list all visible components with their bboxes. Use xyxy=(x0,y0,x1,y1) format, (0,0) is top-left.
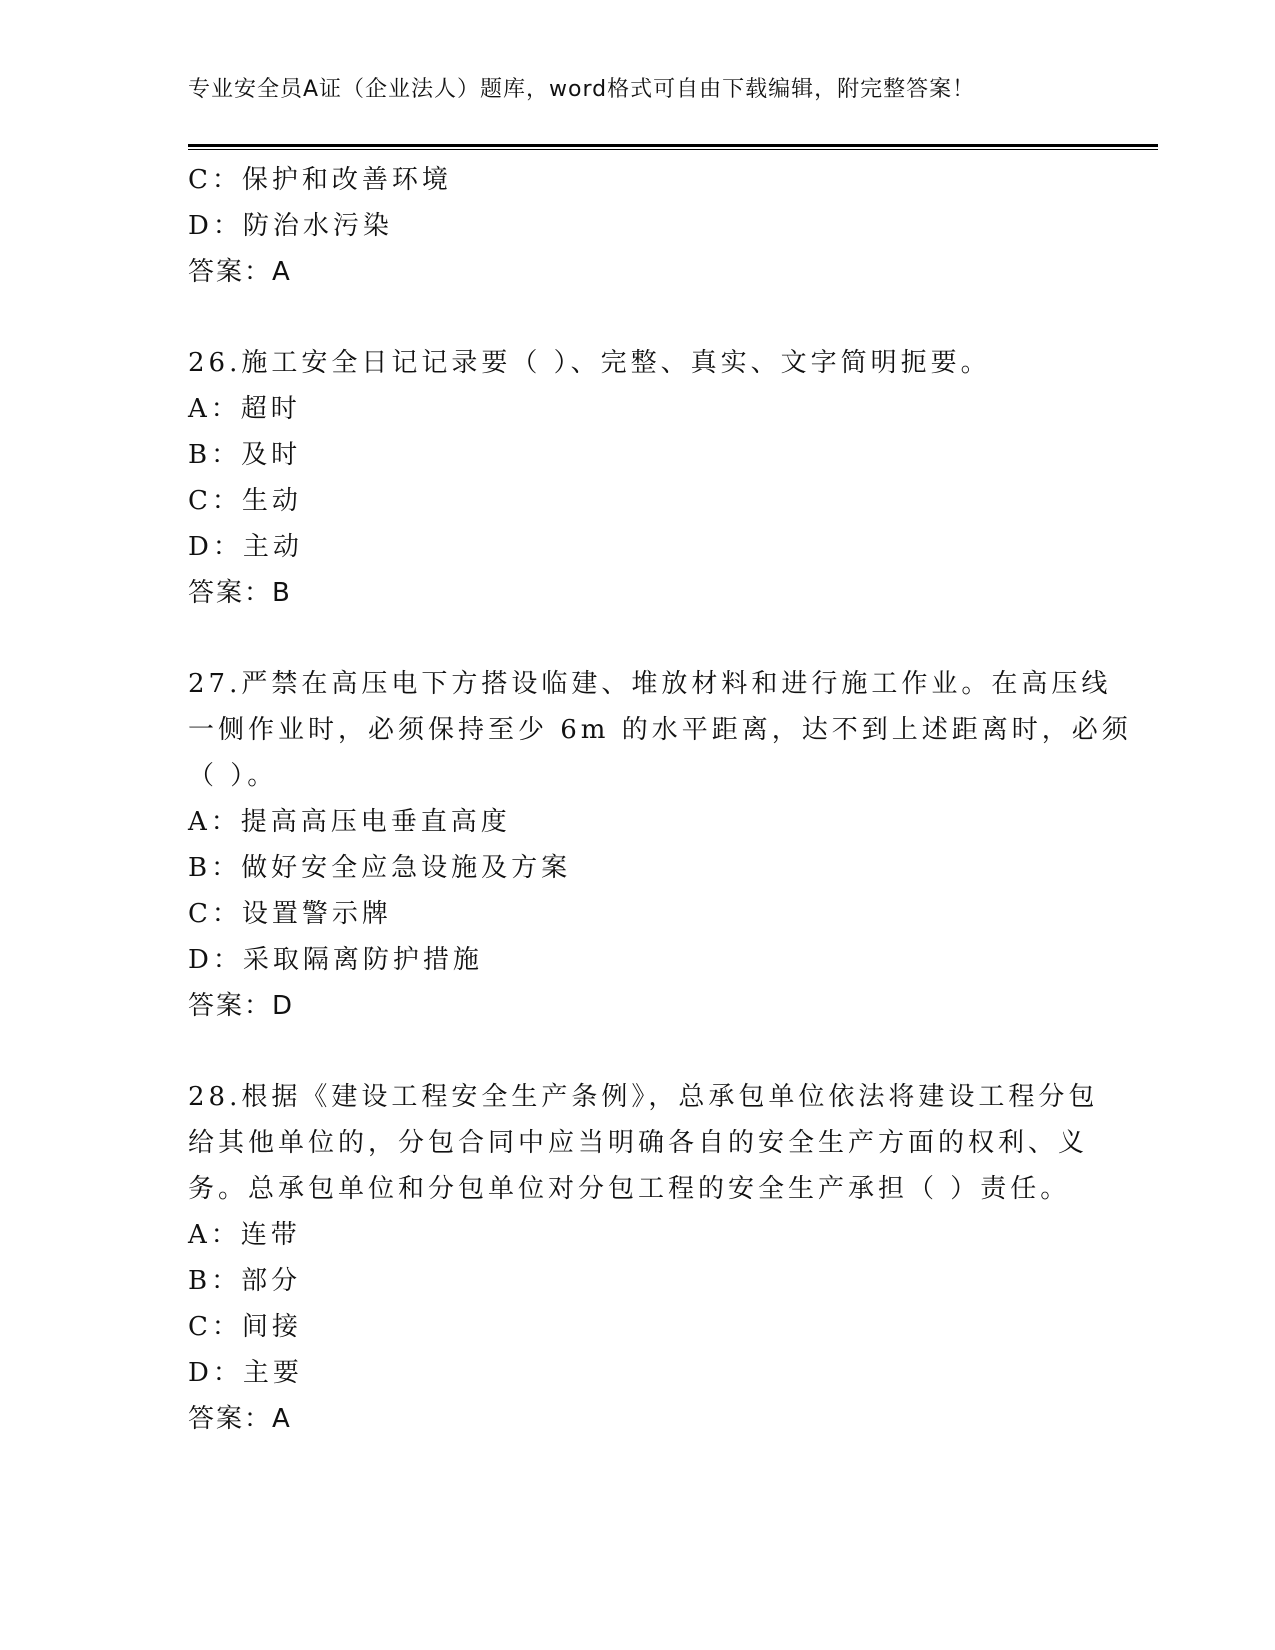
option-d: D：防治水污染 xyxy=(188,211,393,241)
option-d: D：采取隔离防护措施 xyxy=(188,945,483,975)
question-stem: 28.根据《建设工程安全生产条例》，总承包单位依法将建设工程分包 xyxy=(188,1082,1099,1112)
document-body xyxy=(188,157,1148,1442)
question-stem: 务。总承包单位和分包单位对分包工程的安全生产承担（ ）责任。 xyxy=(188,1174,1071,1204)
question-stem: 27.严禁在高压电下方搭设临建、堆放材料和进行施工作业。在高压线 xyxy=(188,669,1112,699)
question-stem: 26.施工安全日记记录要（ ）、完整、真实、文字简明扼要。 xyxy=(188,348,991,378)
question-stem: 一侧作业时，必须保持至少 6m 的水平距离，达不到上述距离时，必须 xyxy=(188,715,1132,745)
option-c: C：设置警示牌 xyxy=(188,899,392,929)
header-divider xyxy=(188,144,1158,150)
option-b: B：及时 xyxy=(188,440,302,470)
option-d: D：主要 xyxy=(188,1358,303,1388)
option-d: D：主动 xyxy=(188,532,303,562)
option-c: C：间接 xyxy=(188,1312,302,1342)
option-c: C：保护和改善环境 xyxy=(188,165,452,195)
option-a: A：超时 xyxy=(188,394,301,424)
option-c: C：生动 xyxy=(188,486,302,516)
question-stem: 给其他单位的，分包合同中应当明确各自的安全生产方面的权利、义 xyxy=(188,1128,1089,1158)
page-header: 专业安全员A证（企业法人）题库，word格式可自由下载编辑，附完整答案！ xyxy=(188,77,976,102)
option-b: B：部分 xyxy=(188,1266,302,1296)
option-a: A：提高高压电垂直高度 xyxy=(188,807,511,837)
option-a: A：连带 xyxy=(188,1220,301,1250)
answer-line: 答案：A xyxy=(188,1404,292,1434)
answer-line: 答案：D xyxy=(188,991,295,1021)
answer-line: 答案：A xyxy=(188,257,292,287)
answer-line: 答案：B xyxy=(188,578,292,608)
option-b: B：做好安全应急设施及方案 xyxy=(188,853,572,883)
question-stem: （ ）。 xyxy=(188,761,278,791)
